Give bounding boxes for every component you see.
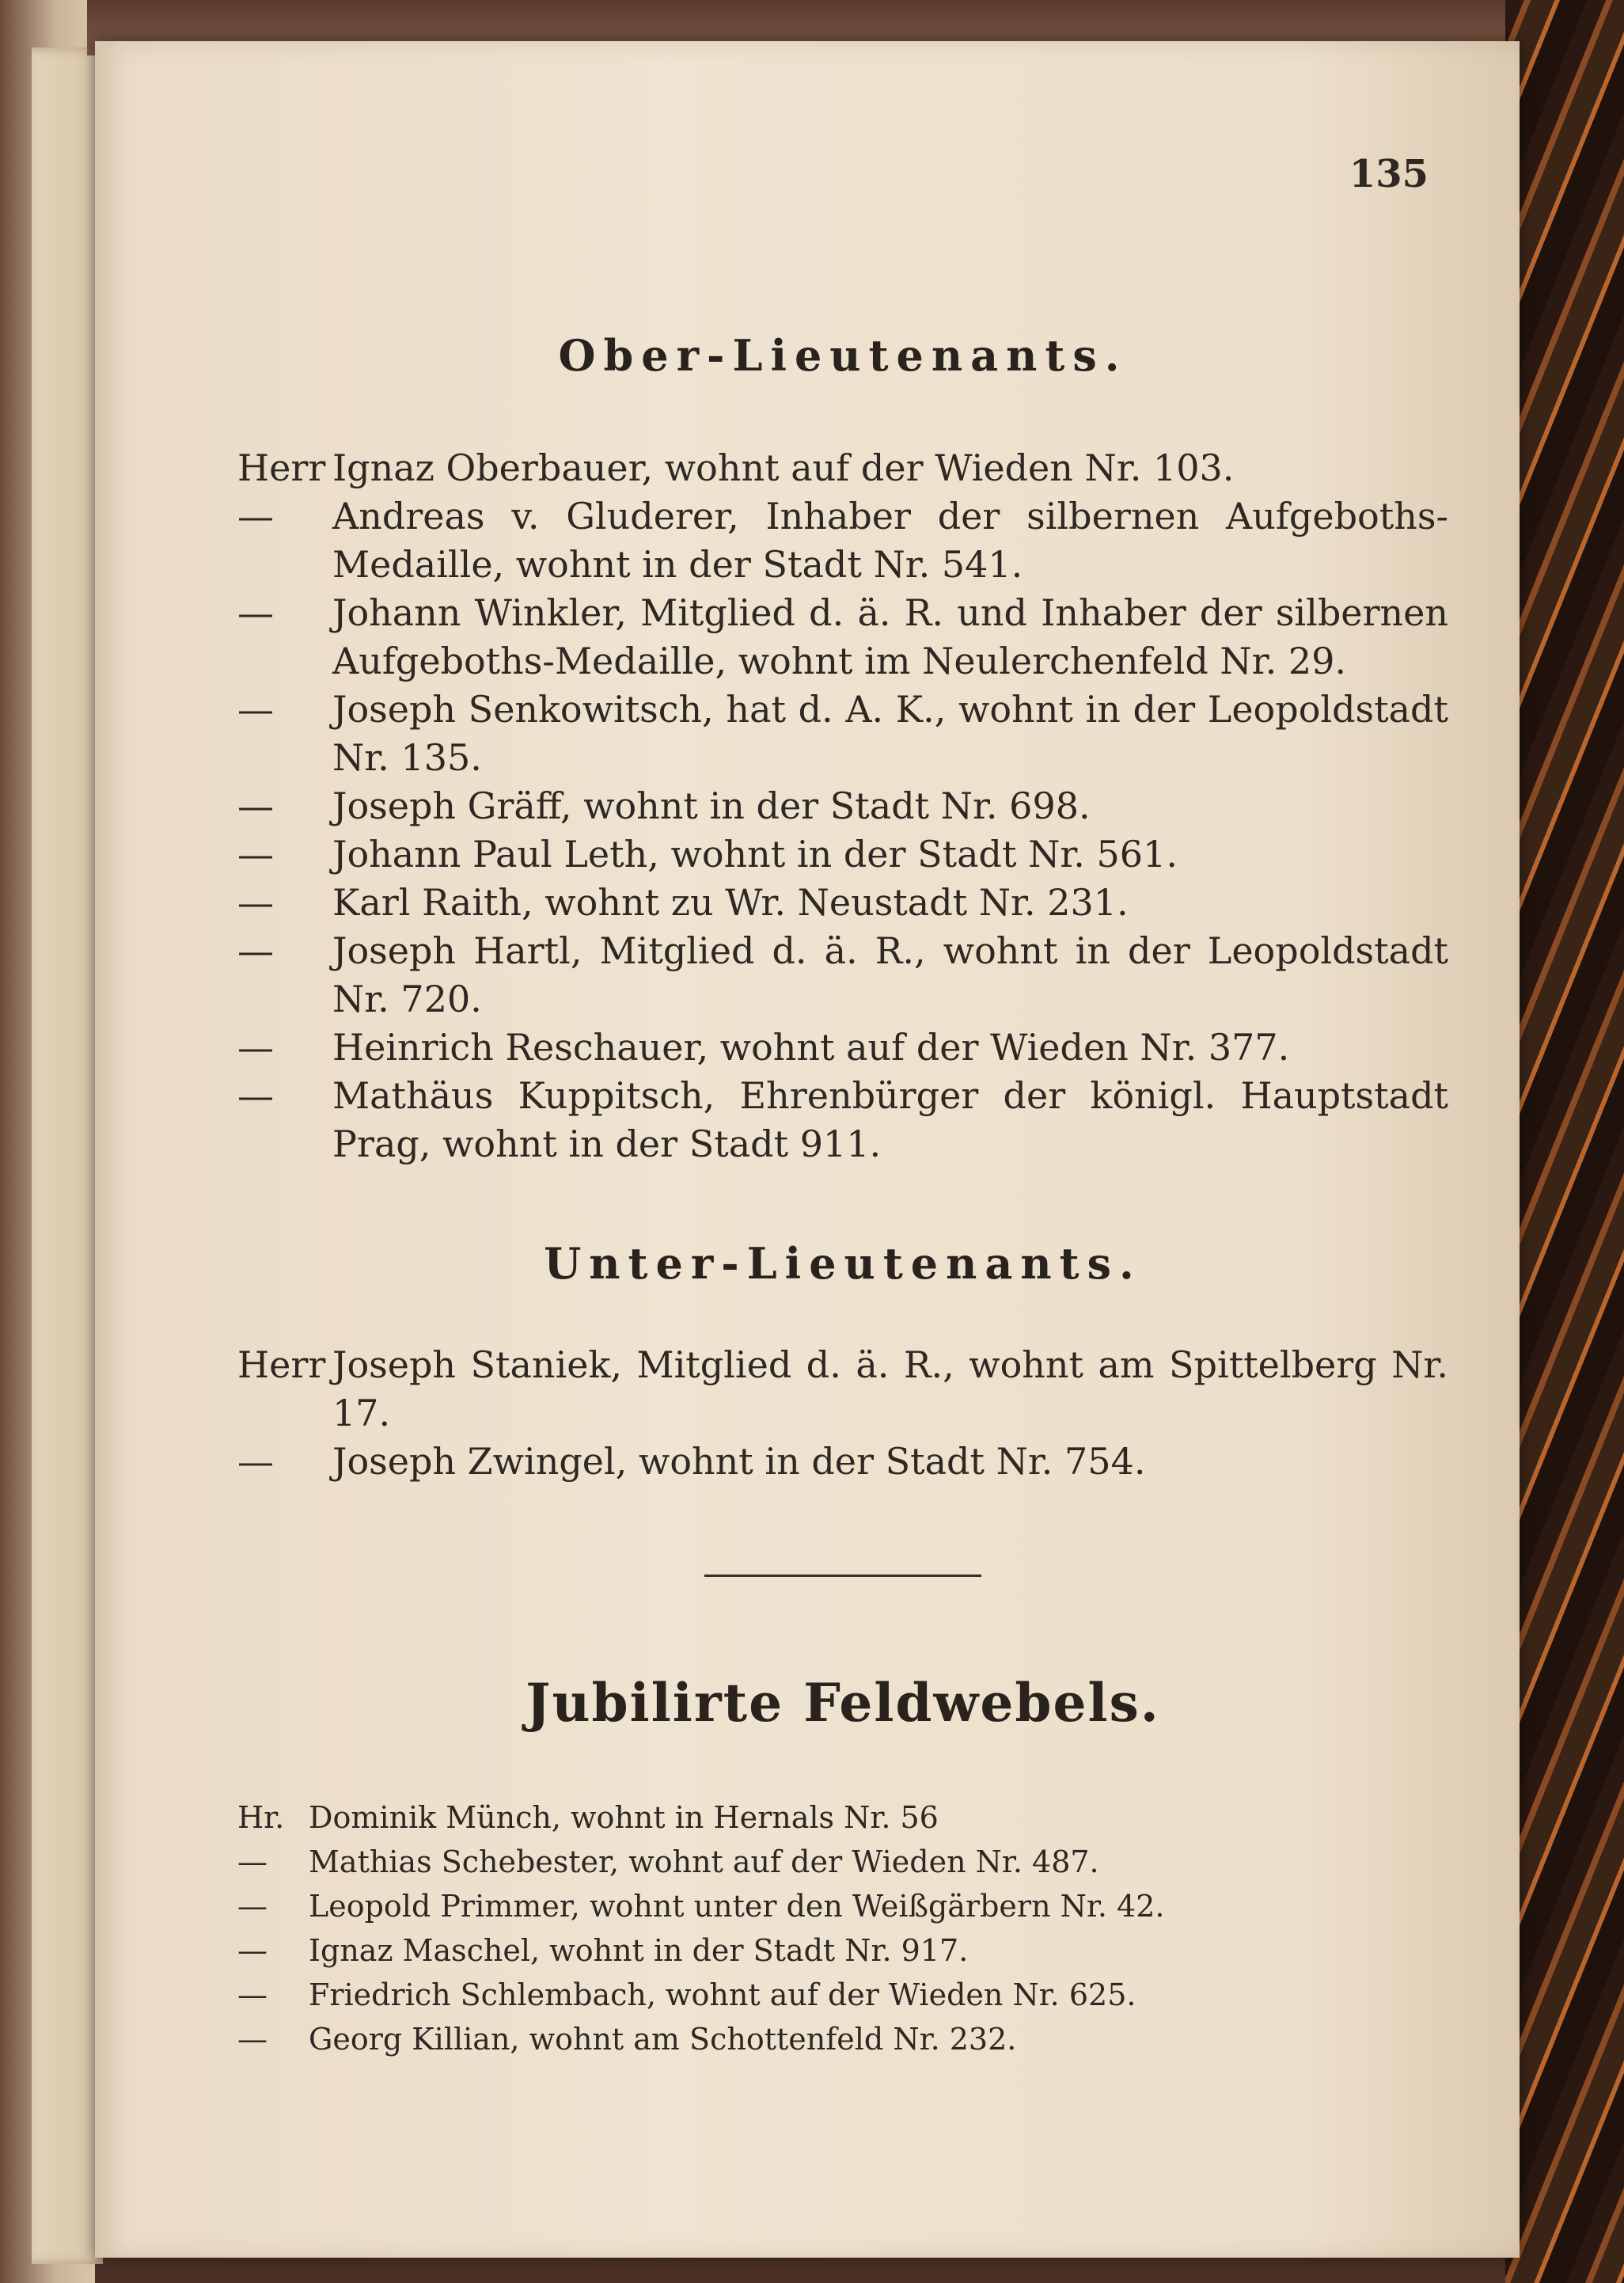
list-item (237, 492, 1448, 589)
entry-text: Johann Winkler, Mitglied d. ä. R. und Inhaber der silbernen Aufgeboths-Medaille, wohnt im Neulerchenfeld Nr. 29. (332, 591, 1448, 682)
entry-lead: — (237, 1977, 268, 2012)
entry-text: Mathias Schebester, wohnt auf der Wieden Nr. 487. (309, 1844, 1099, 1879)
entry-lead: — (237, 784, 274, 827)
page-content (237, 152, 1448, 2061)
entry-lead: — (237, 591, 274, 634)
section-divider (704, 1575, 981, 1577)
entry-lead: — (237, 881, 274, 924)
entry-text: Leopold Primmer, wohnt unter den Weißgärbern Nr. 42. (309, 1889, 1165, 1924)
jubilirte-feldwebels-list (237, 1795, 1448, 2061)
entry-lead: — (237, 929, 274, 972)
entry-text: Joseph Hartl, Mitglied d. ä. R., wohnt in der Leopoldstadt Nr. 720. (332, 929, 1448, 1020)
list-item (237, 1024, 1448, 1072)
entry-lead: Herr (237, 446, 326, 489)
list-item (237, 686, 1448, 782)
entry-text: Friedrich Schlembach, wohnt auf der Wieden Nr. 625. (309, 1977, 1136, 2012)
list-item (237, 1928, 1448, 1973)
heading-unter-lieutenants: Unter-Lieutenants. (544, 1238, 1142, 1289)
entry-lead: — (237, 1844, 268, 1879)
entry-lead: — (237, 1440, 274, 1483)
list-item (237, 1438, 1448, 1486)
entry-text: Johann Paul Leth, wohnt in der Stadt Nr. 561. (332, 833, 1178, 876)
entry-lead: — (237, 2022, 268, 2057)
entry-lead: — (237, 688, 274, 731)
list-item (237, 1840, 1448, 1884)
list-item (237, 830, 1448, 879)
entry-text: Heinrich Reschauer, wohnt auf der Wieden Nr. 377. (332, 1026, 1290, 1069)
entry-lead: — (237, 1074, 274, 1117)
heading-ober-lieutenants: Ober-Lieutenants. (558, 330, 1128, 381)
entry-text: Karl Raith, wohnt zu Wr. Neustadt Nr. 231. (332, 881, 1129, 924)
entry-text: Ignaz Maschel, wohnt in der Stadt Nr. 917. (309, 1933, 969, 1968)
entry-lead: — (237, 495, 274, 538)
book-page (95, 41, 1520, 2258)
list-item (237, 1072, 1448, 1168)
entry-text: Ignaz Oberbauer, wohnt auf der Wieden Nr. 103. (332, 446, 1235, 489)
heading-jubilirte-feldwebels: Jubilirte Feldwebels. (526, 1672, 1160, 1734)
list-item (237, 589, 1448, 686)
list-item (237, 1795, 1448, 1840)
entry-text: Dominik Münch, wohnt in Hernals Nr. 56 (309, 1800, 939, 1835)
ober-lieutenants-list (237, 444, 1448, 1168)
entry-text: Joseph Senkowitsch, hat d. A. K., wohnt in der Leopoldstadt Nr. 135. (332, 688, 1448, 779)
entry-text: Georg Killian, wohnt am Schottenfeld Nr. 232. (309, 2022, 1017, 2057)
entry-lead: — (237, 833, 274, 876)
page-number: 135 (1349, 152, 1429, 196)
entry-lead: — (237, 1889, 268, 1924)
entry-text: Mathäus Kuppitsch, Ehrenbürger der königl. Hauptstadt Prag, wohnt in der Stadt 911. (332, 1074, 1448, 1165)
list-item (237, 879, 1448, 927)
list-item (237, 927, 1448, 1024)
entry-text: Joseph Zwingel, wohnt in der Stadt Nr. 754. (332, 1440, 1146, 1483)
entry-lead: — (237, 1026, 274, 1069)
list-item (237, 2017, 1448, 2061)
entry-text: Joseph Gräff, wohnt in der Stadt Nr. 698. (332, 784, 1091, 827)
list-item (237, 782, 1448, 830)
list-item (237, 444, 1448, 492)
entry-text: Andreas v. Gluderer, Inhaber der silbernen Aufgeboths-Medaille, wohnt in der Stadt Nr. 541. (332, 495, 1448, 586)
entry-lead: Herr (237, 1343, 326, 1386)
list-item (237, 1341, 1448, 1438)
entry-lead: — (237, 1933, 268, 1968)
list-item (237, 1884, 1448, 1928)
list-item (237, 1973, 1448, 2017)
entry-text: Joseph Staniek, Mitglied d. ä. R., wohnt am Spittelberg Nr. 17. (332, 1343, 1448, 1434)
entry-lead: Hr. (237, 1800, 285, 1835)
marbled-cover-edge (1505, 0, 1624, 2283)
left-page-edge (32, 47, 103, 2264)
unter-lieutenants-list (237, 1341, 1448, 1486)
